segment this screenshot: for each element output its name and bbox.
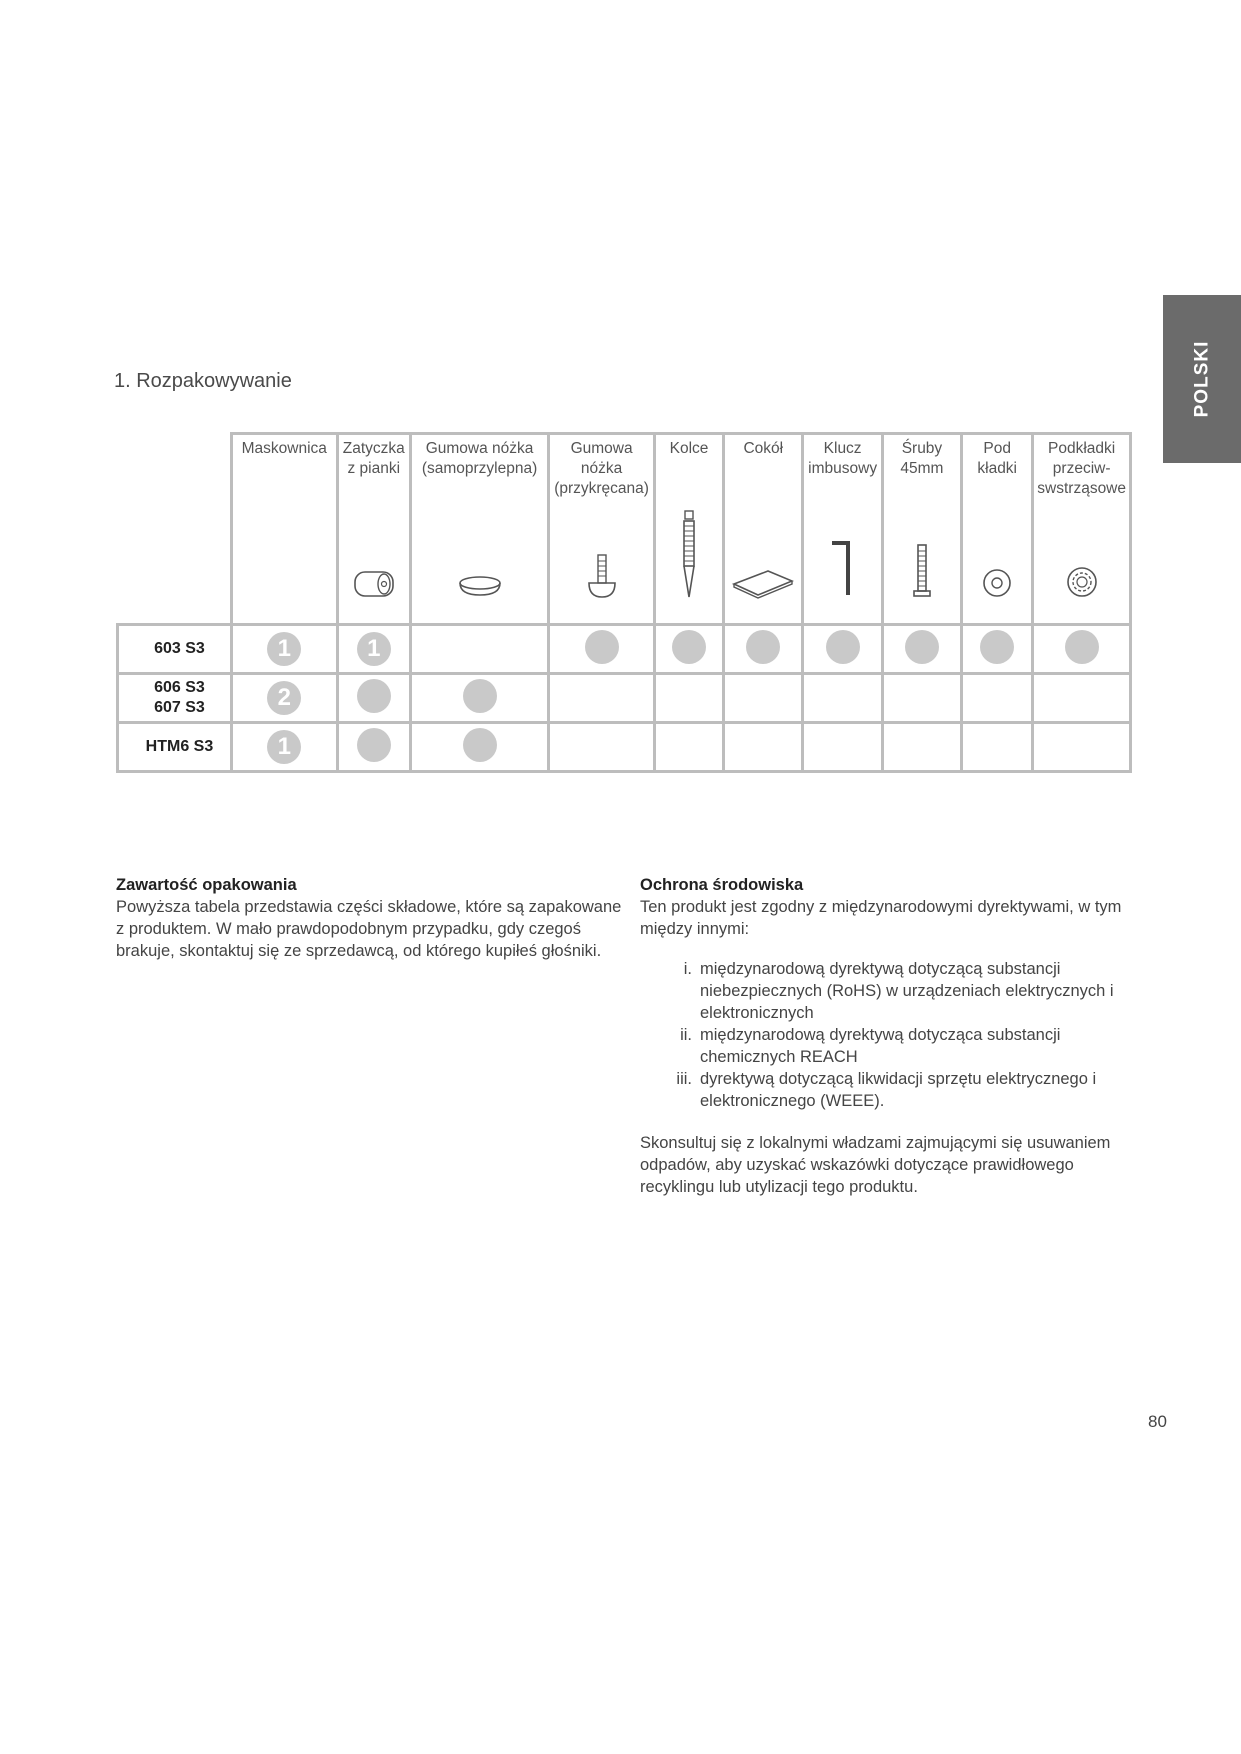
- table-cell: [803, 674, 882, 723]
- table-cell: [549, 723, 655, 772]
- column-label: Gumowa nóżka (przykręcana): [554, 440, 649, 497]
- screw-foot-icon: [550, 553, 653, 599]
- row-label-line: 607 S3: [154, 699, 205, 716]
- allen-key-icon: [804, 539, 880, 599]
- directive-number: i.: [683, 960, 692, 978]
- quantity-badge: 2: [267, 681, 301, 715]
- row-label: 603 S3: [118, 625, 232, 674]
- included-dot: [463, 728, 497, 762]
- environment-intro: Ten produkt jest zgodny z międzynarodowymi dyrektywami, w tym między innymi:: [640, 898, 1122, 938]
- plinth-icon: [725, 569, 801, 599]
- table-cell: [410, 625, 548, 674]
- included-dot: [746, 630, 780, 664]
- table-header-row: [118, 434, 1131, 625]
- table-cell: [803, 625, 882, 674]
- quantity-badge: 1: [357, 632, 391, 666]
- package-contents-section: [116, 874, 626, 962]
- directive-item: [640, 1068, 1140, 1112]
- column-label: Klucz imbusowy: [808, 440, 878, 477]
- column-header: [549, 434, 655, 625]
- included-dot: [463, 679, 497, 713]
- directive-text: międzynarodową dyrektywą dotycząca substancji chemicznych REACH: [700, 1026, 1061, 1066]
- page-number: 80: [1148, 1412, 1167, 1431]
- table-cell: [803, 723, 882, 772]
- included-dot: [980, 630, 1014, 664]
- table-cell: [882, 625, 961, 674]
- table-cell: [962, 625, 1033, 674]
- table-cell: [724, 625, 803, 674]
- directive-text: międzynarodową dyrektywą dotyczącą substancji niebezpiecznych (RoHS) w urządzeniach elektrycznych i elektronicznych: [700, 960, 1114, 1022]
- table-cell: [231, 674, 337, 723]
- table-cell: [654, 625, 723, 674]
- table-cell: [724, 674, 803, 723]
- table-cell: [962, 723, 1033, 772]
- foam-plug-icon: [339, 569, 409, 599]
- environment-section: [640, 874, 1140, 1198]
- table-cell: [410, 674, 548, 723]
- table-cell: [549, 674, 655, 723]
- table-row: [118, 625, 1131, 674]
- table-cell: [337, 674, 410, 723]
- directive-number: iii.: [676, 1070, 692, 1088]
- column-header: [1033, 434, 1131, 625]
- table-cell: [337, 625, 410, 674]
- directives-list: [640, 958, 1140, 1112]
- column-header: [410, 434, 548, 625]
- column-header: [882, 434, 961, 625]
- rubber-foot-icon: [412, 573, 547, 599]
- washer-icon: [963, 567, 1031, 599]
- directive-item: [640, 958, 1140, 1024]
- included-dot: [1065, 630, 1099, 664]
- table-cell: [231, 625, 337, 674]
- table-cell: [1033, 674, 1131, 723]
- column-label: Kolce: [669, 440, 709, 457]
- package-contents-body: Powyższa tabela przedstawia części składowe, które są zapakowane z produktem. W mało prawdopodobnym przypadku, gdy czegoś brakuje, skontaktuj się ze sprzedawcą, od którego kupiłeś głośniki.: [116, 898, 622, 960]
- column-label: Podkładki przeciw-swstrząsowe: [1037, 440, 1126, 497]
- quantity-badge: 1: [267, 730, 301, 764]
- table-cell: [1033, 723, 1131, 772]
- column-header: [337, 434, 410, 625]
- column-label: Cokół: [743, 440, 784, 457]
- included-dot: [905, 630, 939, 664]
- column-header: [231, 434, 337, 625]
- table-cell: [654, 723, 723, 772]
- directive-number: ii.: [680, 1026, 692, 1044]
- table-cell: [882, 674, 961, 723]
- column-label: Maskownica: [241, 440, 327, 457]
- table-cell: [724, 723, 803, 772]
- screw-icon: [884, 543, 960, 599]
- environment-consult: Skonsultuj się z lokalnymi władzami zajmującymi się usuwaniem odpadów, aby uzyskać wskazówki dotyczące prawidłowego recyklingu lub utylizacji tego produktu.: [640, 1134, 1111, 1196]
- section-title: 1. Rozpakowywanie: [114, 370, 292, 392]
- parts-table: [116, 432, 1132, 773]
- spike-icon: [656, 509, 722, 599]
- table-cell: [231, 723, 337, 772]
- row-label: [118, 674, 232, 723]
- column-header: [962, 434, 1033, 625]
- column-label: Zatyczka z pianki: [342, 440, 405, 477]
- language-tab: [1163, 295, 1241, 463]
- column-header: [724, 434, 803, 625]
- table-cell: [1033, 625, 1131, 674]
- table-cell: [410, 723, 548, 772]
- column-label: Gumowa nóżka (samoprzylepna): [421, 440, 538, 477]
- column-label: Pod kładki: [977, 440, 1018, 477]
- anti-vibration-washer-icon: [1034, 565, 1129, 599]
- included-dot: [357, 679, 391, 713]
- included-dot: [585, 630, 619, 664]
- quantity-badge: 1: [267, 632, 301, 666]
- language-tab-label: POLSKI: [1190, 340, 1212, 418]
- included-dot: [357, 728, 391, 762]
- environment-heading: Ochrona środowiska: [640, 876, 804, 894]
- table-cell: [882, 723, 961, 772]
- table-cell: [654, 674, 723, 723]
- table-row: [118, 674, 1131, 723]
- included-dot: [826, 630, 860, 664]
- table-cell: [337, 723, 410, 772]
- column-header: [803, 434, 882, 625]
- table-row: [118, 723, 1131, 772]
- table-cell: [962, 674, 1033, 723]
- included-dot: [672, 630, 706, 664]
- table-corner: [118, 434, 232, 625]
- column-label: Śruby 45mm: [900, 440, 944, 477]
- directive-item: [640, 1024, 1140, 1068]
- table-cell: [549, 625, 655, 674]
- column-header: [654, 434, 723, 625]
- directive-text: dyrektywą dotyczącą likwidacji sprzętu elektrycznego i elektronicznego (WEEE).: [700, 1070, 1097, 1110]
- row-label: HTM6 S3: [118, 723, 232, 772]
- row-label-line: 606 S3: [154, 679, 205, 696]
- package-contents-heading: Zawartość opakowania: [116, 876, 297, 894]
